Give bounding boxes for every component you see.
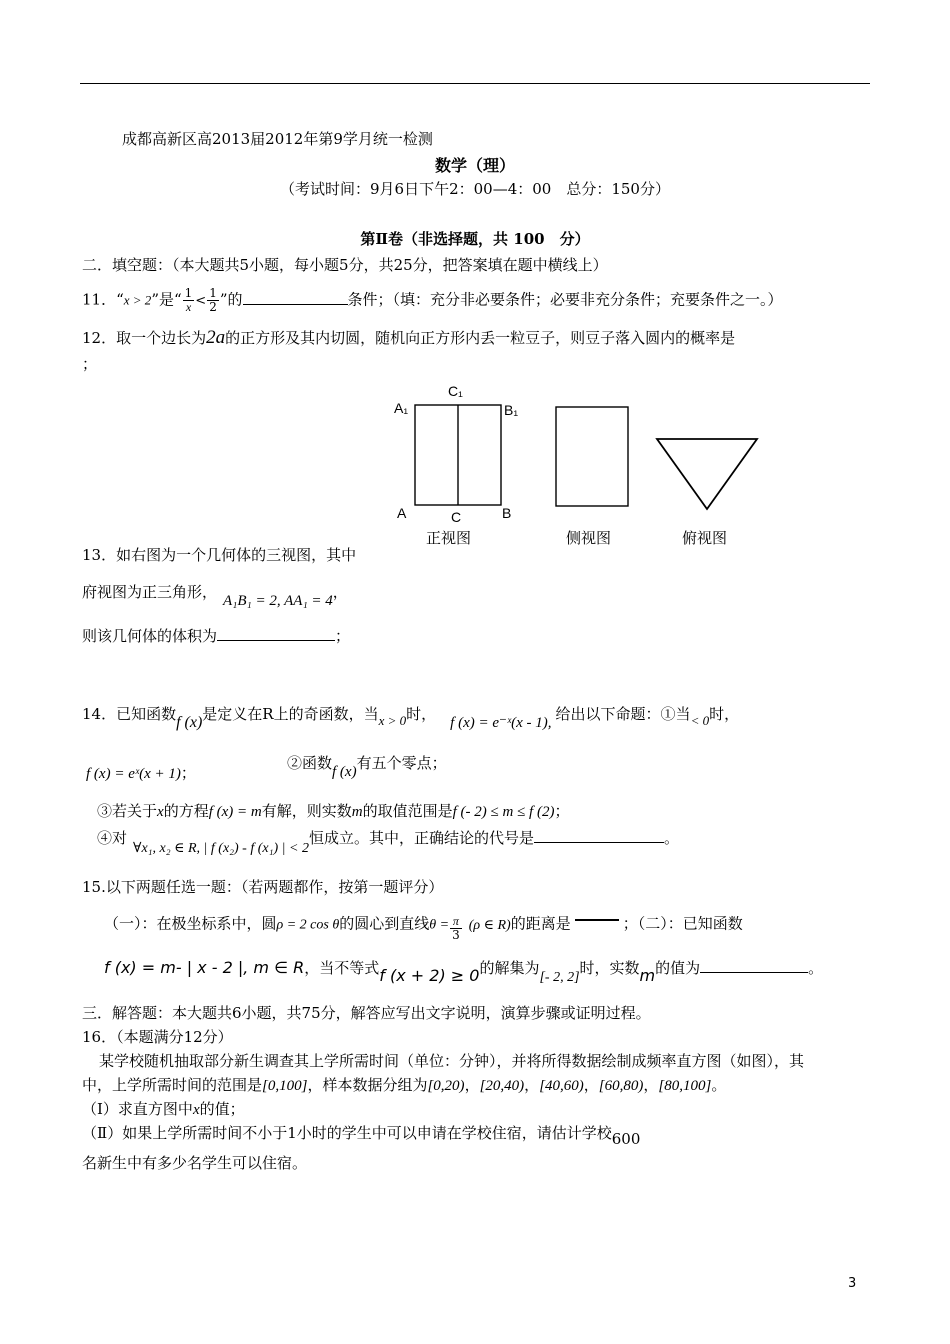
question-11: 11．“x > 2”是“ $\frac{1}{x}$ < $\frac{1}{2}$ ”的 条件；（填：充分非必要条件；必要非充分条件；充要条件之一。） [82,286,783,314]
q15-line1: 15.以下两题任选一题：（若两题都作，按第一题评分） [82,878,444,896]
answer-blank-13 [217,640,335,641]
q13-line2: 府视图为正三角形， A₁B₁ = 2, AA₁ = 4， [82,583,348,609]
q14-line2: f (x) = eˣ(x + 1)； [86,764,196,782]
top-view-triangle [657,439,757,509]
top-view-caption: 俯视图 [682,529,728,547]
side-view-rect [556,407,628,506]
fill-heading: 二．填空题：（本大题共5小题，每小题5分，共25分，把答案填在题中横线上） [82,256,608,274]
answer-blank-14 [534,842,664,843]
school-line: 成都高新区高2013届2012年第9学月统一检测 [122,130,433,148]
fraction-1-over-2: $\frac{1}{2}$ [209,286,217,314]
label-c: C [451,509,462,525]
q14-prop4: ④对∀x₁, x₂ ∈ R, | f (x₂) - f (x₁) | < 2恒成立。其中，正确结论的代号是 。 [97,829,679,856]
q16-sub2-end: 名新生中有多少名学生可以住宿。 [82,1154,308,1172]
subject-title: 数学（理） [434,156,515,175]
exam-info: （考试时间：9月6日下午2：00—4：00 总分：150分） [280,180,670,198]
q16-sub1: （Ⅰ）求直方图中x的值； [82,1100,245,1118]
answer-blank-11 [243,304,348,305]
fraction-pi-over-3: $\frac{\pi}{3}$ [452,914,460,942]
q15-part1: （一）：在极坐标系中，圆ρ = 2 cos θ的圆心到直线θ = $\frac{\pi}{3}$ (ρ ∈ R)的距离是 ；（二）：已知函数 [104,914,743,942]
label-a1: A₁ [394,400,409,416]
page-number: 3 [848,1276,857,1291]
header-rule [80,83,870,84]
label-c1: C₁ [448,383,463,399]
q13-line1: 13．如右图为一个几何体的三视图，其中 [82,546,357,564]
fraction-1-over-x: $\frac{1}{x}$ [184,286,193,314]
part3-heading: 三．解答题：本大题共6小题，共75分，解答应写出文字说明，演算步骤或证明过程。 [82,1004,651,1022]
q14-line1: 14．已知函数f (x)是定义在R上的奇函数，当x > 0时， f (x) = e⁻ˣ(x - 1), 给出以下命题：①当< 0时， [82,705,740,731]
q16-line2: 中，上学所需时间的范围是[0,100]，样本数据分组为[0,20)，[20,40)，[40,60)，[60,80)，[80,100]。 [82,1076,727,1094]
q14-prop2: ②函数f (x)有五个零点； [287,754,447,780]
q16-title: 16．（本题满分12分） [82,1028,233,1046]
label-b: B [502,505,512,521]
front-view-caption: 正视图 [426,529,472,547]
side-view-caption: 侧视图 [566,529,612,547]
q16-line1: 某学校随机抽取部分新生调查其上学所需时间（单位：分钟），并将所得数据绘制成频率直方图（如图），其 [99,1052,805,1070]
answer-blank-15-2 [700,972,808,973]
part2-title: 第Ⅱ卷（非选择题，共 100 分） [360,230,590,248]
label-b1: B₁ [504,402,519,418]
question-12: 12．取一个边长为2a的正方形及其内切圆，随机向正方形内丢一粒豆子，则豆子落入圆内的概率是 [82,327,736,348]
label-a: A [397,505,407,521]
q16-sub2: （Ⅱ）如果上学所需时间不小于1小时的学生中可以申请在学校住宿，请估计学校600 [82,1124,641,1148]
q15-part2: f (x) = m- | x - 2 |, m ∈ R，当不等式f (x + 2) ≥ 0的解集为[- 2, 2]时，实数m的值为 。 [104,958,824,985]
answer-blank-15-1 [575,919,619,921]
q13-line3: 则该几何体的体积为 ； [82,627,351,645]
q12-end: ； [82,355,98,373]
q14-prop3: ③若关于x的方程f (x) = m有解，则实数m的取值范围是f (- 2) ≤ m ≤ f (2)； [97,802,570,820]
